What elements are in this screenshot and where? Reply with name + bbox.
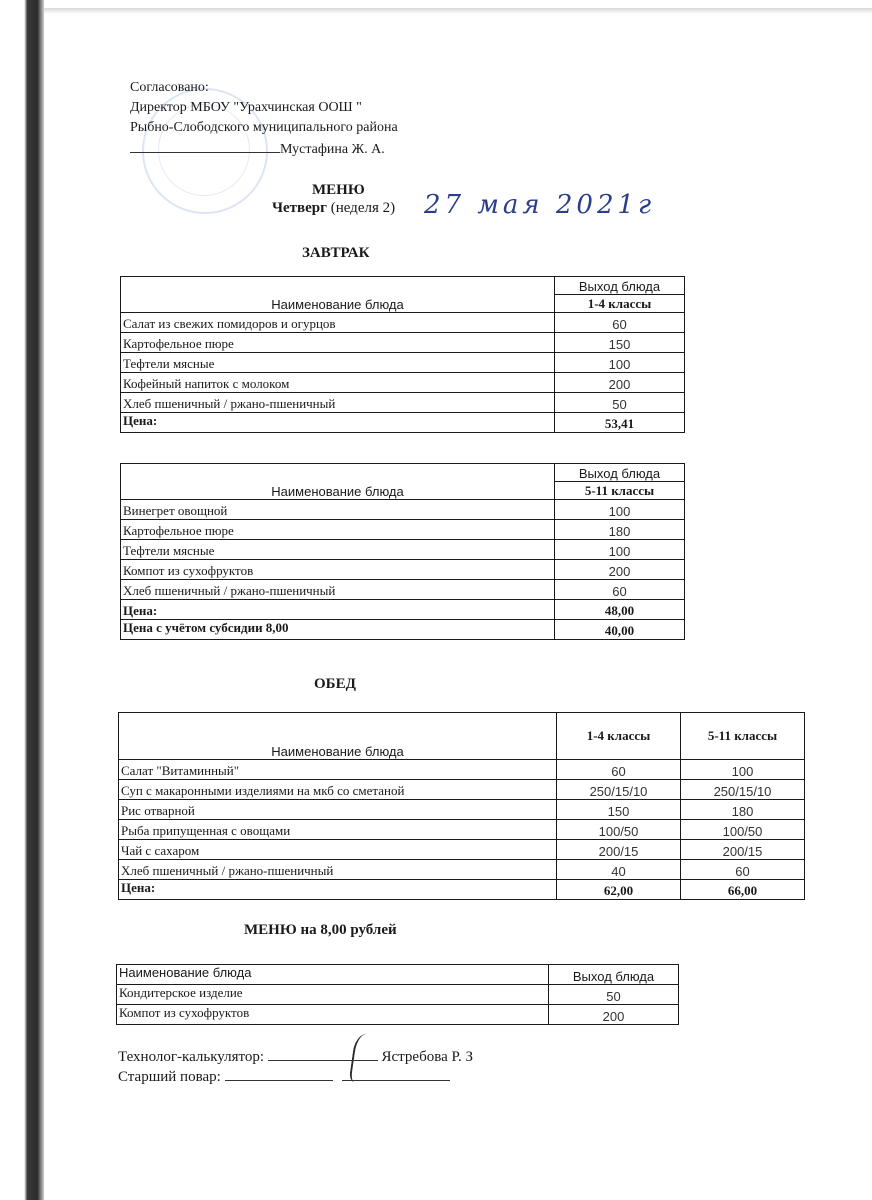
dish-yield: 50	[549, 985, 679, 1005]
table-row	[121, 373, 685, 393]
dish-yield: 200	[549, 1005, 679, 1025]
dish-yield: 200	[555, 373, 685, 393]
dish-name: Хлеб пшеничный / ржано-пшеничный	[119, 860, 557, 880]
dish-yield-1-4: 40	[557, 860, 681, 880]
table-row	[121, 540, 685, 560]
dish-name: Салат из свежих помидоров и огурцов	[121, 313, 555, 333]
scan-top-edge	[44, 8, 872, 14]
table-row	[119, 820, 805, 840]
technologist-label: Технолог-калькулятор:	[118, 1049, 265, 1065]
table-row	[119, 840, 805, 860]
dish-name: Компот из сухофруктов	[117, 1005, 549, 1025]
dish-name: Рис отварной	[119, 800, 557, 820]
table-row	[121, 393, 685, 413]
dish-yield: 100	[555, 500, 685, 520]
dish-yield-5-11: 100	[681, 760, 805, 780]
price-label: Цена:	[121, 600, 555, 620]
table-row	[119, 800, 805, 820]
price-value-5-11: 66,00	[681, 880, 805, 900]
dish-yield-5-11: 100/50	[681, 820, 805, 840]
dish-yield: 180	[555, 520, 685, 540]
col-header-name: Наименование блюда	[121, 277, 555, 313]
dish-yield-1-4: 100/50	[557, 820, 681, 840]
col-header-grade-5-11: 5-11 классы	[681, 713, 805, 760]
dish-name: Кофейный напиток с молоком	[121, 373, 555, 393]
price-value-1-4: 62,00	[557, 880, 681, 900]
dish-name: Хлеб пшеничный / ржано-пшеничный	[121, 393, 555, 413]
breakfast-table-5-11	[120, 463, 685, 640]
col-header-grade: 1-4 классы	[555, 295, 685, 313]
dish-name: Тефтели мясные	[121, 353, 555, 373]
handwritten-date: 27 мая 2021г	[424, 190, 656, 220]
dish-yield-1-4: 60	[557, 760, 681, 780]
dish-name: Картофельное пюре	[121, 520, 555, 540]
col-header-grade-1-4: 1-4 классы	[557, 713, 681, 760]
dish-name: Тефтели мясные	[121, 540, 555, 560]
dish-yield-5-11: 200/15	[681, 840, 805, 860]
price-label: Цена:	[121, 413, 555, 433]
lunch-table	[118, 712, 805, 900]
cook-signature-line	[225, 1066, 333, 1081]
dish-name: Хлеб пшеничный / ржано-пшеничный	[121, 580, 555, 600]
subsidy-row	[121, 620, 685, 640]
approval-director: Директор МБОУ "Урахчинская ООШ "	[130, 100, 362, 115]
breakfast-table-1-4	[120, 276, 685, 433]
week-number: (неделя 2)	[326, 200, 396, 216]
table-row	[117, 1005, 679, 1025]
dish-name: Картофельное пюре	[121, 333, 555, 353]
table-row	[121, 560, 685, 580]
price-row	[119, 880, 805, 900]
signature-line	[130, 138, 280, 153]
dish-yield-5-11: 60	[681, 860, 805, 880]
subsidy-label: Цена с учётом субсидии 8,00	[121, 620, 555, 640]
price-label: Цена:	[119, 880, 557, 900]
table-row	[121, 500, 685, 520]
dish-yield-1-4: 150	[557, 800, 681, 820]
dish-name: Чай с сахаром	[119, 840, 557, 860]
price-value: 53,41	[555, 413, 685, 433]
table-row	[119, 760, 805, 780]
dish-name: Винегрет овощной	[121, 500, 555, 520]
table-row	[121, 333, 685, 353]
dish-name: Компот из сухофруктов	[121, 560, 555, 580]
col-header-yield: Выход блюда	[549, 965, 679, 985]
price-row	[121, 600, 685, 620]
dish-yield: 50	[555, 393, 685, 413]
lunch-title: ОБЕД	[314, 676, 356, 692]
col-header-yield: Выход блюда	[555, 464, 685, 482]
price-row	[121, 413, 685, 433]
page-title: МЕНЮ	[312, 182, 365, 198]
approval-line1: Согласовано:	[130, 80, 209, 95]
approval-district: Рыбно-Слободского муниципального района	[130, 120, 398, 135]
table-row	[117, 985, 679, 1005]
technologist-name: Ястребова Р. З	[381, 1049, 473, 1065]
breakfast-title: ЗАВТРАК	[302, 245, 370, 261]
dish-name: Суп с макаронными изделиями на мкб со сметаной	[119, 780, 557, 800]
table-row	[119, 860, 805, 880]
extra-menu-table	[116, 964, 679, 1025]
subsidy-value: 40,00	[555, 620, 685, 640]
col-header-yield: Выход блюда	[555, 277, 685, 295]
dish-yield: 200	[555, 560, 685, 580]
day-name: Четверг	[272, 200, 327, 216]
dish-yield: 150	[555, 333, 685, 353]
table-row	[121, 313, 685, 333]
dish-name: Салат "Витаминный"	[119, 760, 557, 780]
dish-yield-1-4: 250/15/10	[557, 780, 681, 800]
day-line	[272, 200, 395, 217]
col-header-grade: 5-11 классы	[555, 482, 685, 500]
dish-yield-5-11: 180	[681, 800, 805, 820]
approval-director-name: Мустафина Ж. А.	[280, 142, 385, 157]
approval-signature-row	[130, 138, 398, 160]
col-header-name: Наименование блюда	[121, 464, 555, 500]
scan-border	[0, 0, 44, 1200]
technologist-line	[118, 1046, 473, 1067]
col-header-name: Наименование блюда	[119, 713, 557, 760]
dish-yield-5-11: 250/15/10	[681, 780, 805, 800]
col-header-name: Наименование блюда	[117, 965, 549, 985]
dish-name: Кондитерское изделие	[117, 985, 549, 1005]
price-value: 48,00	[555, 600, 685, 620]
extra-menu-title: МЕНЮ на 8,00 рублей	[244, 922, 397, 938]
approval-block	[130, 78, 398, 160]
dish-name: Рыба припущенная с овощами	[119, 820, 557, 840]
dish-yield: 60	[555, 313, 685, 333]
dish-yield: 60	[555, 580, 685, 600]
dish-yield: 100	[555, 540, 685, 560]
cook-line	[118, 1066, 450, 1087]
dish-yield: 100	[555, 353, 685, 373]
table-row	[121, 580, 685, 600]
table-row	[121, 353, 685, 373]
dish-yield-1-4: 200/15	[557, 840, 681, 860]
cook-label: Старший повар:	[118, 1069, 221, 1085]
table-row	[119, 780, 805, 800]
table-row	[121, 520, 685, 540]
